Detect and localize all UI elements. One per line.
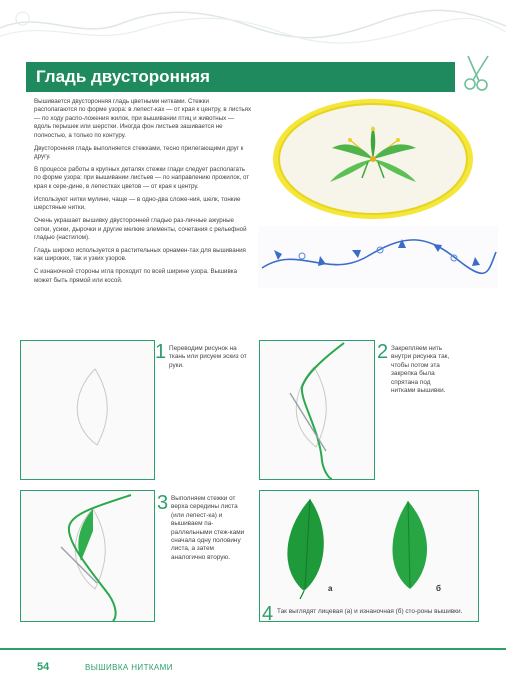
footer-divider (0, 648, 506, 650)
blue-border-embroidery-photo (258, 226, 498, 288)
step-3-photo (21, 491, 154, 621)
step-1-number: 1 (155, 341, 167, 363)
step-3-text: Выполняем стежки от верха середины листа (или лепест-ка) и вышиваем па-раллельными стеж-ками сначала одну половину листа, а затем аналогично вторую. (171, 495, 245, 561)
step-4-photo (260, 491, 478, 621)
step-4-text: Так выглядят лицевая (а) и изнаночная (б) сто-роны вышивки. (277, 608, 463, 615)
intro-paragraph: С изнаночной стороны игла проходит по всей ширине узора. Вышивка может быть прямой или косой. (34, 268, 238, 284)
step-1-photo-frame (20, 340, 155, 480)
page-number: 54 (37, 661, 50, 673)
intro-paragraph: Используют нитки мулине, чаще — в одно-два сложе-ния, шелк, тонкие шерстяные нитки. (34, 195, 241, 212)
intro-paragraph: Двусторонняя гладь выполняется стежками, тесно прилегающими друг к другу. (34, 144, 244, 161)
step-2-text: Закрепляем нить внутри рисунка так, чтобы потом эта закрепка была спрятана под нитками вышивки. (391, 345, 450, 395)
step-3-photo-frame (20, 490, 155, 622)
step-4-photo-frame (259, 490, 479, 625)
step-2-photo-frame (259, 340, 375, 480)
intro-paragraph: В процессе работы в крупных деталях стежки глади следует располагать по форме узора: при вышивании листьев — по направлению прожилок, от края к сере-дине, в лепестках цветов — от края к центру. (34, 166, 250, 190)
intro-paragraph: Гладь широко используется в растительных орнамен-тах для вышивания как широких, так и узких узоров. (34, 247, 246, 263)
caption-a: а (328, 584, 333, 593)
step-1-text: Переводим рисунок на ткань или рисуем эскиз от руки. (169, 345, 247, 369)
intro-paragraph: Вышивается двусторонняя гладь цветными нитками. Стежки располагаются по форме узора: в лепест-ках — от края к центру, в листьях — по ходу распо-ложения жилок, при вышивании птиц и животных — вдоль перышек или шерстки. Иногда фон листьев зашивается не полностью, а только по контуру. (34, 98, 252, 139)
step-1-photo (21, 341, 154, 479)
intro-text (34, 98, 252, 290)
step-2-number: 2 (377, 341, 389, 363)
running-title: ВЫШИВКА НИТКАМИ (85, 663, 173, 672)
step-2-photo (260, 341, 374, 479)
title-banner (26, 62, 455, 92)
step-3-number: 3 (157, 492, 169, 514)
top-decorative-wave (0, 0, 506, 46)
caption-b: б (436, 584, 441, 593)
oval-embroidery-photo (270, 96, 476, 222)
step-4-number: 4 (262, 603, 274, 625)
intro-paragraph: Очень украшает вышивку двусторонней гладью раз-личные ажурные сетки, усики, дырочки и другие мелкие элементы, сочетания с рельефной гладью (настилом). (34, 217, 247, 242)
scissors-icon (460, 52, 494, 92)
page-title: Гладь двусторонняя (36, 67, 210, 86)
